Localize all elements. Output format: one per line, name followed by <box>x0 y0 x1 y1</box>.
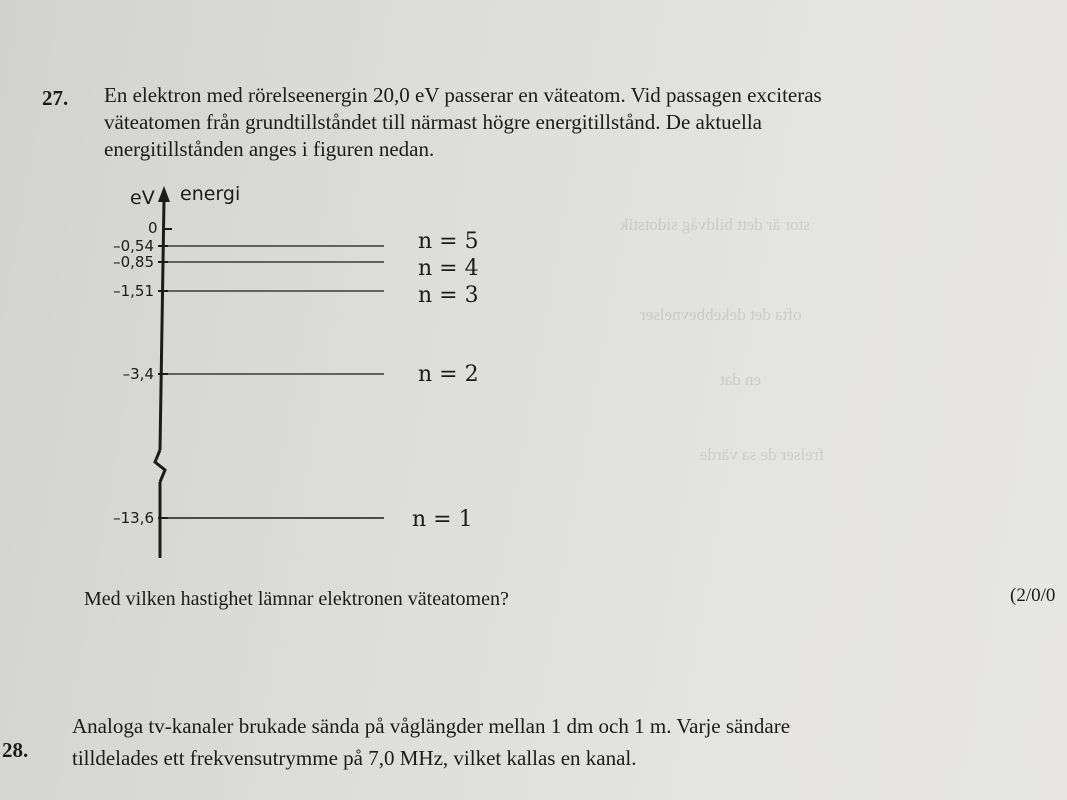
question-27-line: energitillstånden anges i figuren nedan. <box>104 137 435 161</box>
quantum-number-label: n = 3 <box>418 283 479 308</box>
unit-label: eV <box>130 187 155 209</box>
energy-value-label: –3,4 <box>122 365 154 383</box>
axis-arrow-icon <box>158 186 170 202</box>
show-through-text: stor är dett bildvåg sidotstik <box>620 215 810 234</box>
question-27-points: (2/0/0 <box>1010 585 1056 606</box>
quantum-number-label: n = 2 <box>418 362 479 387</box>
axis-break-icon <box>155 450 165 482</box>
energy-axis-lower <box>160 200 164 450</box>
question-27-line: En elektron med rörelseenergin 20,0 eV passerar en väteatom. Vid passagen exciteras <box>104 83 822 107</box>
zero-tick-label: 0 <box>148 219 158 237</box>
question-27-subquestion: Med vilken hastighet lämnar elektronen väteatomen? <box>84 588 509 610</box>
show-through-text: ofta det dekebbevnelser <box>640 305 802 324</box>
energy-levels <box>113 229 479 532</box>
question-28-text <box>72 710 790 774</box>
energy-value-label: –1,51 <box>113 282 154 300</box>
show-through-text: frelser de sa värde <box>700 445 825 464</box>
quantum-number-label: n = 5 <box>418 229 479 254</box>
energy-value-label: –0,85 <box>113 253 154 271</box>
energy-value-label: –13,6 <box>113 509 154 527</box>
question-27-number: 27. <box>42 86 69 110</box>
quantum-number-label: n = 4 <box>418 256 479 281</box>
quantum-number-label: n = 1 <box>412 507 473 532</box>
question-28-line: tilldelades ett frekvensutrymme på 7,0 MHz, vilket kallas en kanal. <box>72 746 637 770</box>
show-through-text: en dat <box>720 370 762 389</box>
energy-value-label: –0,54 <box>113 237 154 255</box>
question-27-line: väteatomen från grundtillståndet till närmast högre energitillstånd. De aktuella <box>104 110 762 134</box>
question-28-line: Analoga tv-kanaler brukade sända på våglängder mellan 1 dm och 1 m. Varje sändare <box>72 714 791 738</box>
question-28-number: 28. <box>2 738 29 762</box>
axis-label: energi <box>180 183 241 205</box>
